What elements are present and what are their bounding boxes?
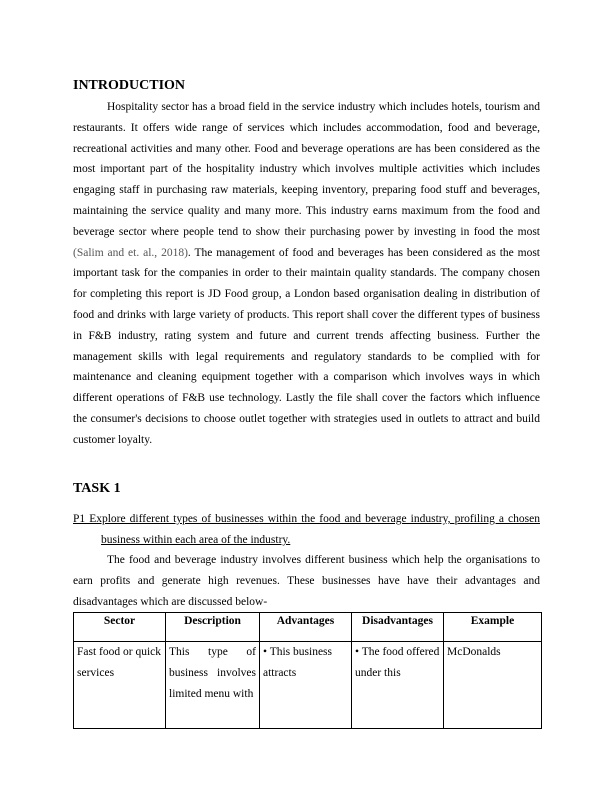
header-advantages: Advantages [260,613,352,642]
introduction-paragraph [73,97,540,451]
table-row [74,642,542,729]
cell-advantages: • This business attracts [260,642,352,729]
citation: (Salim and et. al., 2018) [73,246,188,259]
p1-paragraph: The food and beverage industry involves different business which help the organisations to earn profits and generate high revenues. These businesses have have their advantages and disadvantages which are discussed below- [73,554,540,608]
cell-disadvantages: • The food offered under this [352,642,444,729]
business-types-table [73,612,542,729]
header-example: Example [444,613,542,642]
bullet-icon: • [355,646,360,658]
task-heading: TASK 1 [73,481,121,496]
cell-description: This type of business involves limited menu with [166,642,260,729]
p1-subheading: P1 Explore different types of businesses within the food and beverage industry, profiling a chosen business within each area of the industry. [73,513,540,546]
intro-text-part1: Hospitality sector has a broad field in the service industry which includes hotels, tourism and restaurants. It offers wide range of services which includes accommodation, food and beverage, recreational activities and many other. Food and beverage operations are has been considered as the most important part of the hospitality industry which involves multiple activities which includes engaging staff in purchasing raw materials, keeping inventory, preparing food stuff and beverages, maintaining the service quality and many more. This industry earns maximum from the food and beverage sector where people tend to show their purchasing power by investing in food the most [73,101,540,238]
cell-example: McDonalds [444,642,542,729]
header-sector: Sector [74,613,166,642]
table-header-row [74,613,542,642]
bullet-icon: • [263,646,268,658]
cell-sector: Fast food or quick services [74,642,166,729]
header-description: Description [166,613,260,642]
introduction-heading: INTRODUCTION [73,78,186,93]
intro-text-part2: . The management of food and beverages has been considered as the most important task for the companies in order to their maintain quality standards. The company chosen for completing this report is JD Food group, a London based organisation dealing in distribution of food and drinks with large variety of products. This report shall cover the different types of business in F&B industry, rating system and future and current trends affecting business. Further the management skills with legal requirements and regulatory standards to be complied with for maintenance and cleaning equipment together with a comparison which involves ways in which different operations of F&B use technology. Lastly the file shall cover the factors which influence the consumer's decisions to choose outlet together with strategies used in outlets to attract and build customer loyalty. [73,246,540,446]
header-disadvantages: Disadvantages [352,613,444,642]
